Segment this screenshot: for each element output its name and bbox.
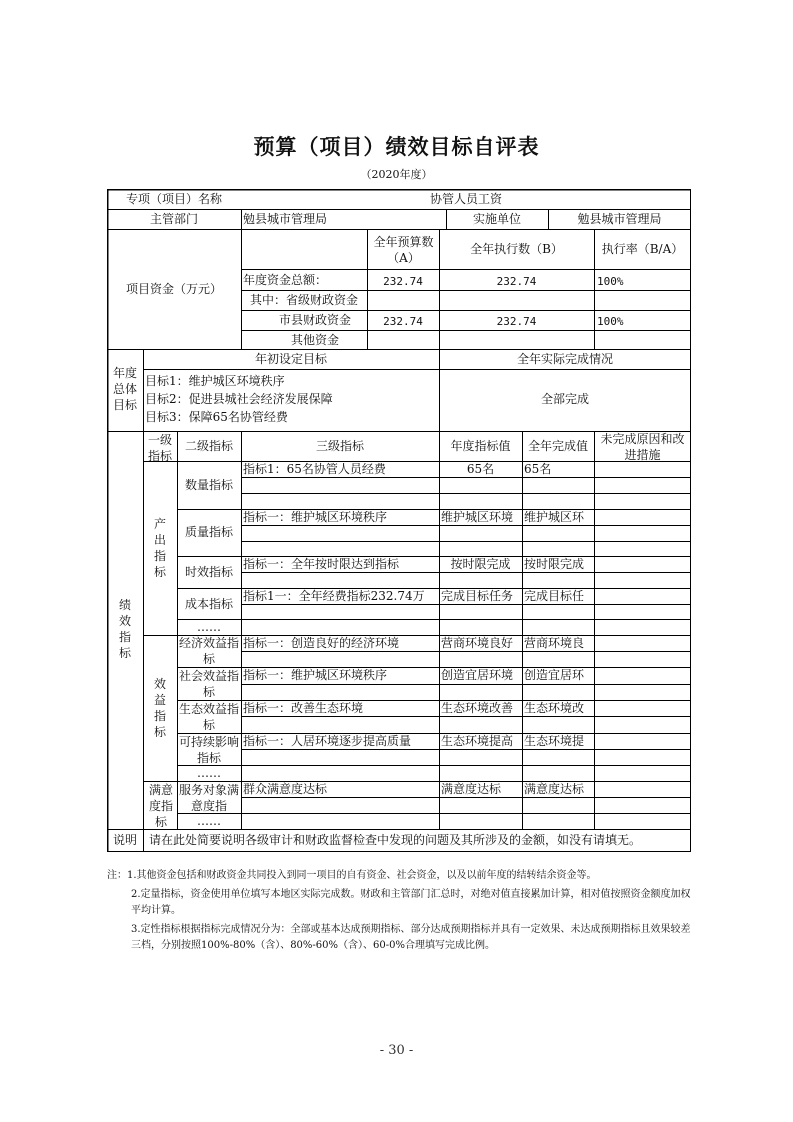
report-year: （2020年度） (360, 168, 433, 181)
initial-goals-header: 年初设定目标 (254, 352, 327, 366)
note-label: 说明 (112, 833, 137, 847)
satisfaction-indicators-label: 满意度指标 (148, 783, 173, 829)
footnote-1: 注：1.其他资金包括和财政资金共同投入到同一项目的自有资金、社会资金，以及以前年度的结转结余资金等。 (107, 870, 597, 881)
total-funds-label: 年度资金总额： (243, 273, 328, 287)
competent-dept-label: 主管部门 (149, 212, 198, 226)
output-indicators-label: 产出指标 (153, 517, 166, 579)
quantity-indicator-text: 指标1：65名协管人员经费 (243, 462, 386, 476)
level1-header: 一级指标 (147, 433, 172, 463)
city-county-funds-label: 市县财政资金 (278, 313, 351, 327)
goal-completion-value: 全部完成 (540, 392, 589, 406)
budget-a-header: 全年预算数（A） (373, 235, 434, 265)
project-name-value: 协管人员工资 (429, 192, 502, 206)
actual-completion-header: 全年实际完成情况 (516, 352, 613, 366)
competent-dept-value: 勉县城市管理局 (243, 212, 328, 226)
service-satisfaction-label: 服务对象满意度指 (179, 783, 239, 813)
provincial-funds-label: 其中：省级财政资金 (249, 293, 358, 307)
project-funds-label: 项目资金（万元） (125, 282, 222, 296)
social-indicator-text: 指标一：维护城区环境秩序 (243, 668, 388, 682)
goal-3: 目标3：保障65名协管经费 (145, 410, 288, 424)
satisfaction-actual-value: 满意度达标 (524, 782, 585, 796)
sustainable-indicators-label: 可持续影响指标 (179, 735, 239, 765)
page-number: - 30 - (379, 1043, 414, 1058)
impl-unit-label: 实施单位 (472, 212, 521, 226)
satisfaction-annual-value: 满意度达标 (441, 782, 502, 796)
effect-ellipsis: …… (197, 766, 221, 780)
quality-actual-value: 维护城区环 (524, 510, 585, 524)
impl-unit-value: 勉县城市管理局 (577, 212, 662, 226)
quantity-actual-value: 65名 (524, 462, 552, 476)
quantity-annual-value: 65名 (466, 462, 495, 476)
footnote-3: 3.定性指标根据指标完成情况分为：全部或基本达成预期指标、部分达成预期指标并具有一定效果、未达成预期指标且效果较差三档，分别按照100%-80%（含）、80%-60%（含）、60-0%合理填写完成比例。 (131, 924, 691, 951)
annual-total-goal-label: 年度总体目标 (112, 366, 137, 412)
goal-1: 目标1：维护城区环境秩序 (145, 374, 285, 388)
city-budget-a: 232.74 (383, 315, 423, 328)
economic-annual-value: 营商环境良好 (441, 636, 514, 650)
total-exec-rate: 100% (597, 275, 624, 288)
annual-value-header: 年度指标值 (450, 439, 511, 453)
exec-rate-header: 执行率（B/A） (601, 242, 684, 256)
level3-header: 三级指标 (315, 439, 364, 453)
ecological-annual-value: 生态环境改善 (441, 701, 514, 715)
footnotes (107, 868, 697, 957)
ecological-actual-value: 生态环境改 (524, 701, 585, 715)
cost-indicator-text: 指标1一：全年经费指标232.74万 (243, 589, 425, 603)
footnote-2: 2.定量指标，资金使用单位填写本地区实际完成数。财政和主管部门汇总时，对绝对值直接累加计算，相对值按照资金额度加权平均计算。 (131, 889, 691, 916)
timeliness-annual-value: 按时限完成 (450, 557, 511, 571)
output-ellipsis: …… (197, 620, 221, 634)
quality-annual-value: 维护城区环境 (441, 510, 514, 524)
project-name-label: 专项（项目）名称 (125, 192, 222, 206)
page-title: 预算（项目）绩效目标自评表 (253, 135, 540, 159)
actual-value-header: 全年完成值 (527, 439, 588, 453)
total-executed-b: 232.74 (496, 275, 537, 288)
satisfaction-ellipsis: …… (197, 814, 221, 828)
reasons-header: 未完成原因和改进措施 (600, 432, 685, 462)
social-indicators-label: 社会效益指标 (179, 669, 239, 699)
timeliness-indicators-label: 时效指标 (184, 565, 233, 579)
sustainable-indicator-text: 指标一：人居环境逐步提高质量 (243, 734, 412, 748)
ecological-indicators-label: 生态效益指标 (179, 702, 239, 732)
satisfaction-indicator-text: 群众满意度达标 (243, 782, 328, 796)
social-annual-value: 创造宜居环境 (441, 668, 514, 682)
city-executed-b: 232.74 (496, 315, 537, 328)
cost-indicators-label: 成本指标 (184, 597, 233, 611)
effect-indicators-label: 效益指标 (153, 677, 166, 739)
cost-actual-value: 完成目标任 (524, 589, 585, 603)
timeliness-indicator-text: 指标一：全年按时限达到指标 (243, 557, 400, 571)
note-text: 请在此处简要说明各级审计和财政监督检查中发现的问题及其所涉及的金额，如没有请填无。 (149, 833, 642, 847)
cost-annual-value: 完成目标任务 (441, 589, 514, 603)
timeliness-actual-value: 按时限完成 (524, 557, 585, 571)
executed-b-header: 全年执行数（B） (470, 242, 563, 256)
quality-indicator-text: 指标一：维护城区环境秩序 (243, 510, 388, 524)
quantity-indicators-label: 数量指标 (184, 478, 233, 492)
economic-indicators-label: 经济效益指标 (179, 636, 239, 666)
other-funds-label: 其他资金 (290, 333, 339, 347)
evaluation-table (107, 189, 691, 852)
economic-indicator-text: 指标一：创造良好的经济环境 (243, 636, 400, 650)
ecological-indicator-text: 指标一：改善生态环境 (243, 701, 364, 715)
social-actual-value: 创造宜居环 (524, 668, 585, 682)
sustainable-actual-value: 生态环境提 (524, 734, 585, 748)
goal-2: 目标2：促进县城社会经济发展保障 (145, 392, 333, 406)
sustainable-annual-value: 生态环境提高 (441, 734, 514, 748)
level2-header: 二级指标 (184, 439, 233, 453)
economic-actual-value: 营商环境良 (524, 636, 585, 650)
city-exec-rate: 100% (597, 315, 624, 328)
perf-indicators-label: 绩效指标 (118, 598, 131, 660)
total-budget-a: 232.74 (383, 275, 423, 288)
quality-indicators-label: 质量指标 (184, 525, 233, 539)
